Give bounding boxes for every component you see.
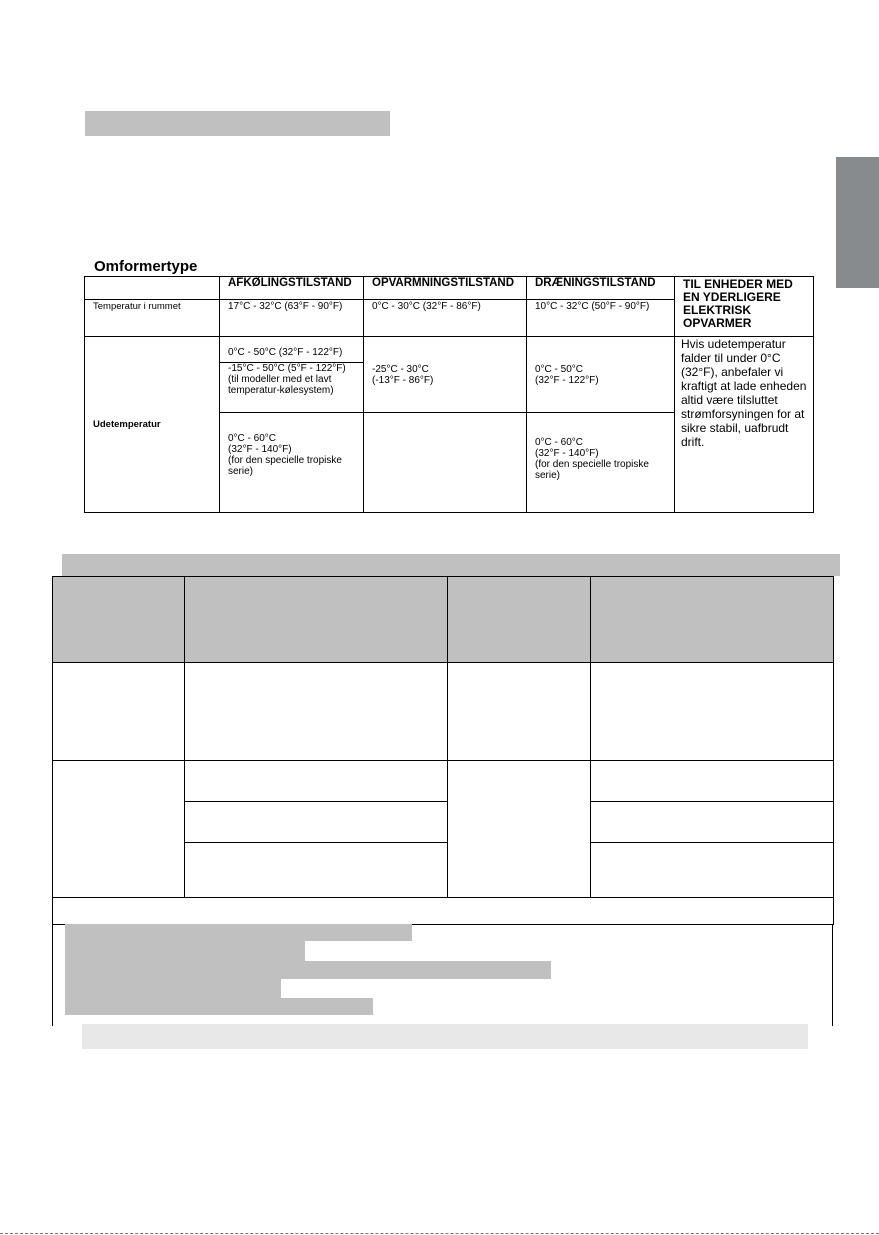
outdoor-drying-tropical-line: (32°F - 140°F)	[535, 448, 599, 459]
outdoor-cooling-standard	[220, 337, 364, 413]
redacted-note-line	[65, 924, 412, 941]
notes-border-left	[52, 924, 53, 1026]
redacted-section-bar	[62, 554, 840, 576]
redacted-cell	[53, 898, 834, 925]
notes-border-right	[832, 924, 833, 1026]
redacted-note-line	[65, 998, 373, 1015]
room-temp-cooling: 17°C - 32°C (63°F - 90°F)	[220, 300, 364, 337]
redacted-cell	[185, 663, 448, 761]
outdoor-drying-tropical	[527, 413, 675, 513]
redacted-cell	[448, 761, 591, 898]
redacted-header-cell	[591, 577, 834, 663]
header-extra-heater	[675, 277, 814, 337]
header-cooling: AFKØLINGSTILSTAND	[220, 277, 364, 300]
page-bottom-rule	[0, 1233, 879, 1234]
outdoor-drying-tropical-line: 0°C - 60°C	[535, 437, 584, 448]
redacted-cell	[185, 843, 448, 898]
outdoor-drying-line: 0°C - 50°C	[535, 363, 584, 375]
room-temp-heating: 0°C - 30°C (32°F - 86°F)	[364, 300, 527, 337]
redacted-cell	[591, 663, 834, 761]
outdoor-drying-line: (32°F - 122°F)	[535, 374, 599, 386]
outdoor-cooling-tropical-line: (32°F - 140°F)	[228, 444, 292, 455]
outdoor-temp-label: Udetemperatur	[85, 337, 220, 513]
outdoor-drying-standard	[527, 337, 675, 413]
operating-temperature-table	[84, 276, 814, 513]
header-extra-line: ELEKTRISK	[683, 303, 752, 317]
chapter-tab	[836, 157, 879, 288]
redacted-note-line	[65, 979, 281, 998]
outdoor-heating	[364, 337, 527, 413]
header-extra-line: EN YDERLIGERE	[683, 290, 781, 304]
outdoor-cooling-tropical-line: (for den specielle tropiske serie)	[228, 455, 342, 477]
redacted-cell	[53, 663, 185, 761]
outdoor-cooling-tropical-line: 0°C - 60°C	[228, 433, 277, 444]
outdoor-heating-line: -25°C - 30°C	[372, 363, 429, 375]
redacted-heading	[85, 111, 390, 136]
redacted-cell	[591, 843, 834, 898]
redacted-footer-bar	[82, 1024, 808, 1049]
outdoor-cooling-value: 0°C - 50°C (32°F - 122°F)	[228, 347, 343, 358]
outdoor-cooling-lowtemp-text: -15°C - 50°C (5°F - 122°F) (til modeller med et lavt temperatur-kølesystem)	[228, 363, 346, 396]
room-temp-label: Temperatur i rummet	[85, 300, 220, 337]
redacted-cell	[448, 663, 591, 761]
redacted-table	[52, 576, 834, 925]
outdoor-cooling-tropical	[220, 413, 364, 513]
header-extra-line: TIL ENHEDER MED	[683, 277, 793, 291]
redacted-header-cell	[448, 577, 591, 663]
section-title: Omformertype	[94, 258, 198, 275]
corner-cell	[85, 277, 220, 300]
redacted-header-cell	[185, 577, 448, 663]
outdoor-note: Hvis udetemperatur falder til under 0°C (32°F), anbefaler vi kraftigt at lade enheden altid være tilsluttet strømforsyningen for at sikre stabil, uafbrudt drift.	[675, 337, 814, 513]
room-temp-drying: 10°C - 32°C (50°F - 90°F)	[527, 300, 675, 337]
redacted-cell	[591, 761, 834, 802]
redacted-note-line	[65, 941, 305, 961]
outdoor-drying-tropical-line: (for den specielle tropiske serie)	[535, 459, 649, 481]
redacted-cell	[185, 802, 448, 843]
redacted-cell	[53, 761, 185, 898]
header-drying: DRÆNINGSTILSTAND	[527, 277, 675, 300]
outdoor-heating-empty	[364, 413, 527, 513]
redacted-cell	[591, 802, 834, 843]
redacted-header-cell	[53, 577, 185, 663]
outdoor-cooling-lowtemp	[220, 362, 363, 396]
outdoor-heating-line: (-13°F - 86°F)	[372, 374, 434, 386]
redacted-note-line	[65, 961, 551, 979]
header-heating: OPVARMNINGSTILSTAND	[364, 277, 527, 300]
header-extra-line: OPVARMER	[683, 316, 752, 330]
redacted-cell	[185, 761, 448, 802]
